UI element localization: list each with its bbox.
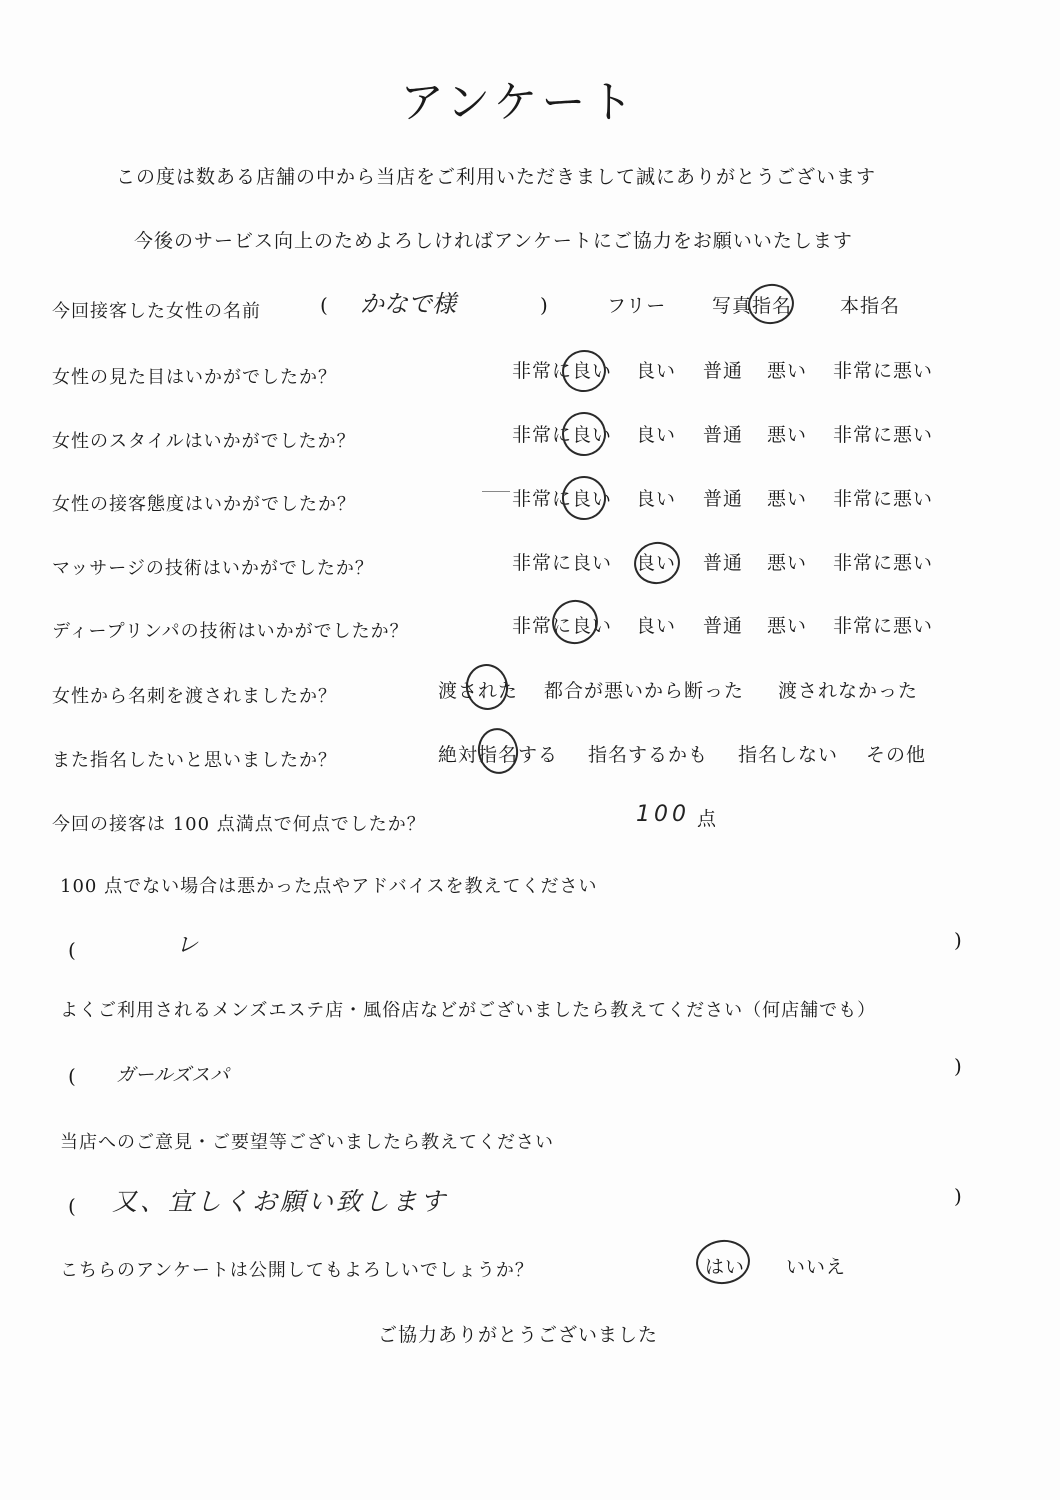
shops-close-paren: )	[954, 1054, 962, 1078]
rating-very-good[interactable]: 非常に良い	[512, 488, 613, 510]
selection-circle	[745, 281, 796, 327]
score-unit: 点	[697, 808, 718, 830]
rating-very-bad[interactable]: 非常に悪い	[833, 488, 934, 510]
option-main-nomination[interactable]: 本指名	[840, 295, 901, 317]
question-name: 今回接客した女性の名前	[52, 301, 261, 322]
rating-very-bad[interactable]: 非常に悪い	[833, 424, 934, 446]
question-score: 今回の接客は 100 点満点で何点でしたか？	[52, 814, 426, 835]
rating-good[interactable]: 良い	[636, 424, 677, 446]
rating-average[interactable]: 普通	[703, 360, 744, 382]
shops-open-paren: (	[68, 1064, 76, 1088]
rating-bad[interactable]: 悪い	[767, 615, 808, 637]
advice-close-paren: )	[954, 928, 962, 952]
shops-answer: ガールズスパ	[116, 1064, 230, 1086]
stray-mark	[482, 491, 510, 492]
option-photo-nomination[interactable]: 写真指名	[712, 295, 793, 317]
option-not-received[interactable]: 渡されなかった	[778, 680, 919, 702]
rating-very-good[interactable]: 非常に良い	[512, 615, 613, 637]
question-opinion: 当店へのご意見・ご要望等ございましたら教えてください	[60, 1132, 554, 1153]
rating-very-good[interactable]: 非常に良い	[512, 424, 613, 446]
intro-line-2: 今後のサービス向上のためよろしければアンケートにご協力をお願いいたします	[134, 230, 853, 252]
question-style: 女性のスタイルはいかがでしたか？	[52, 431, 356, 452]
selection-circle	[462, 661, 511, 714]
selection-circle	[547, 595, 603, 649]
selection-circle	[694, 1237, 752, 1286]
advice-open-paren: (	[68, 938, 76, 962]
question-massage: マッサージの技術はいかがでしたか？	[52, 558, 374, 579]
rating-very-bad[interactable]: 非常に悪い	[833, 360, 934, 382]
selection-circle	[474, 725, 521, 777]
closing-text: ご協力ありがとうございました	[378, 1324, 659, 1346]
question-publish: こちらのアンケートは公開してもよろしいでしょうか？	[60, 1260, 534, 1281]
option-other[interactable]: その他	[866, 744, 927, 766]
name-close-paren: )	[540, 293, 548, 317]
rating-bad[interactable]: 悪い	[767, 488, 808, 510]
rating-very-bad[interactable]: 非常に悪い	[833, 615, 934, 637]
opinion-close-paren: )	[954, 1184, 962, 1208]
option-declined[interactable]: 都合が悪いから断った	[544, 680, 745, 702]
rating-good[interactable]: 良い	[636, 360, 677, 382]
question-deep-lymph: ディープリンパの技術はいかがでしたか？	[52, 621, 409, 642]
option-received[interactable]: 渡された	[438, 680, 519, 702]
rating-average[interactable]: 普通	[703, 552, 744, 574]
name-open-paren: (	[320, 293, 328, 317]
rating-good[interactable]: 良い	[636, 552, 677, 574]
rating-good[interactable]: 良い	[636, 488, 677, 510]
option-free[interactable]: フリー	[607, 295, 667, 317]
opinion-answer: 又、宜しくお願い致します	[112, 1187, 449, 1216]
question-business-card: 女性から名刺を渡されましたか？	[52, 686, 337, 707]
selection-circle	[558, 346, 610, 396]
name-answer: かなで様	[360, 290, 456, 318]
rating-very-bad[interactable]: 非常に悪い	[833, 552, 934, 574]
selection-circle	[558, 408, 610, 460]
option-yes[interactable]: はい	[705, 1256, 746, 1278]
rating-average[interactable]: 普通	[703, 615, 744, 637]
rating-bad[interactable]: 悪い	[767, 360, 808, 382]
option-no[interactable]: いいえ	[786, 1256, 847, 1278]
score-value: 100	[636, 802, 690, 827]
selection-circle	[631, 538, 684, 587]
rating-very-good[interactable]: 非常に良い	[512, 552, 613, 574]
opinion-open-paren: (	[68, 1194, 76, 1218]
option-definitely[interactable]: 絶対指名する	[438, 744, 559, 766]
rating-good[interactable]: 良い	[636, 615, 677, 637]
question-other-shops: よくご利用されるメンズエステ店・風俗店などがございましたら教えてください（何店舗でも）	[60, 1000, 877, 1021]
question-repeat: また指名したいと思いましたか？	[52, 750, 337, 771]
question-advice: 100 点でない場合は悪かった点やアドバイスを教えてください	[60, 876, 598, 897]
rating-bad[interactable]: 悪い	[767, 552, 808, 574]
option-no[interactable]: 指名しない	[738, 744, 839, 766]
rating-average[interactable]: 普通	[703, 424, 744, 446]
question-looks: 女性の見た目はいかがでしたか？	[52, 367, 337, 388]
question-attitude: 女性の接客態度はいかがでしたか？	[52, 494, 356, 515]
advice-answer: レ	[176, 933, 199, 958]
intro-line-1: この度は数ある店舗の中から当店をご利用いただきまして誠にありがとうございます	[116, 166, 877, 188]
rating-bad[interactable]: 悪い	[767, 424, 808, 446]
survey-title: アンケート	[400, 77, 638, 128]
rating-very-good[interactable]: 非常に良い	[512, 360, 613, 382]
selection-circle	[558, 472, 610, 524]
option-maybe[interactable]: 指名するかも	[588, 744, 709, 766]
rating-average[interactable]: 普通	[703, 488, 744, 510]
